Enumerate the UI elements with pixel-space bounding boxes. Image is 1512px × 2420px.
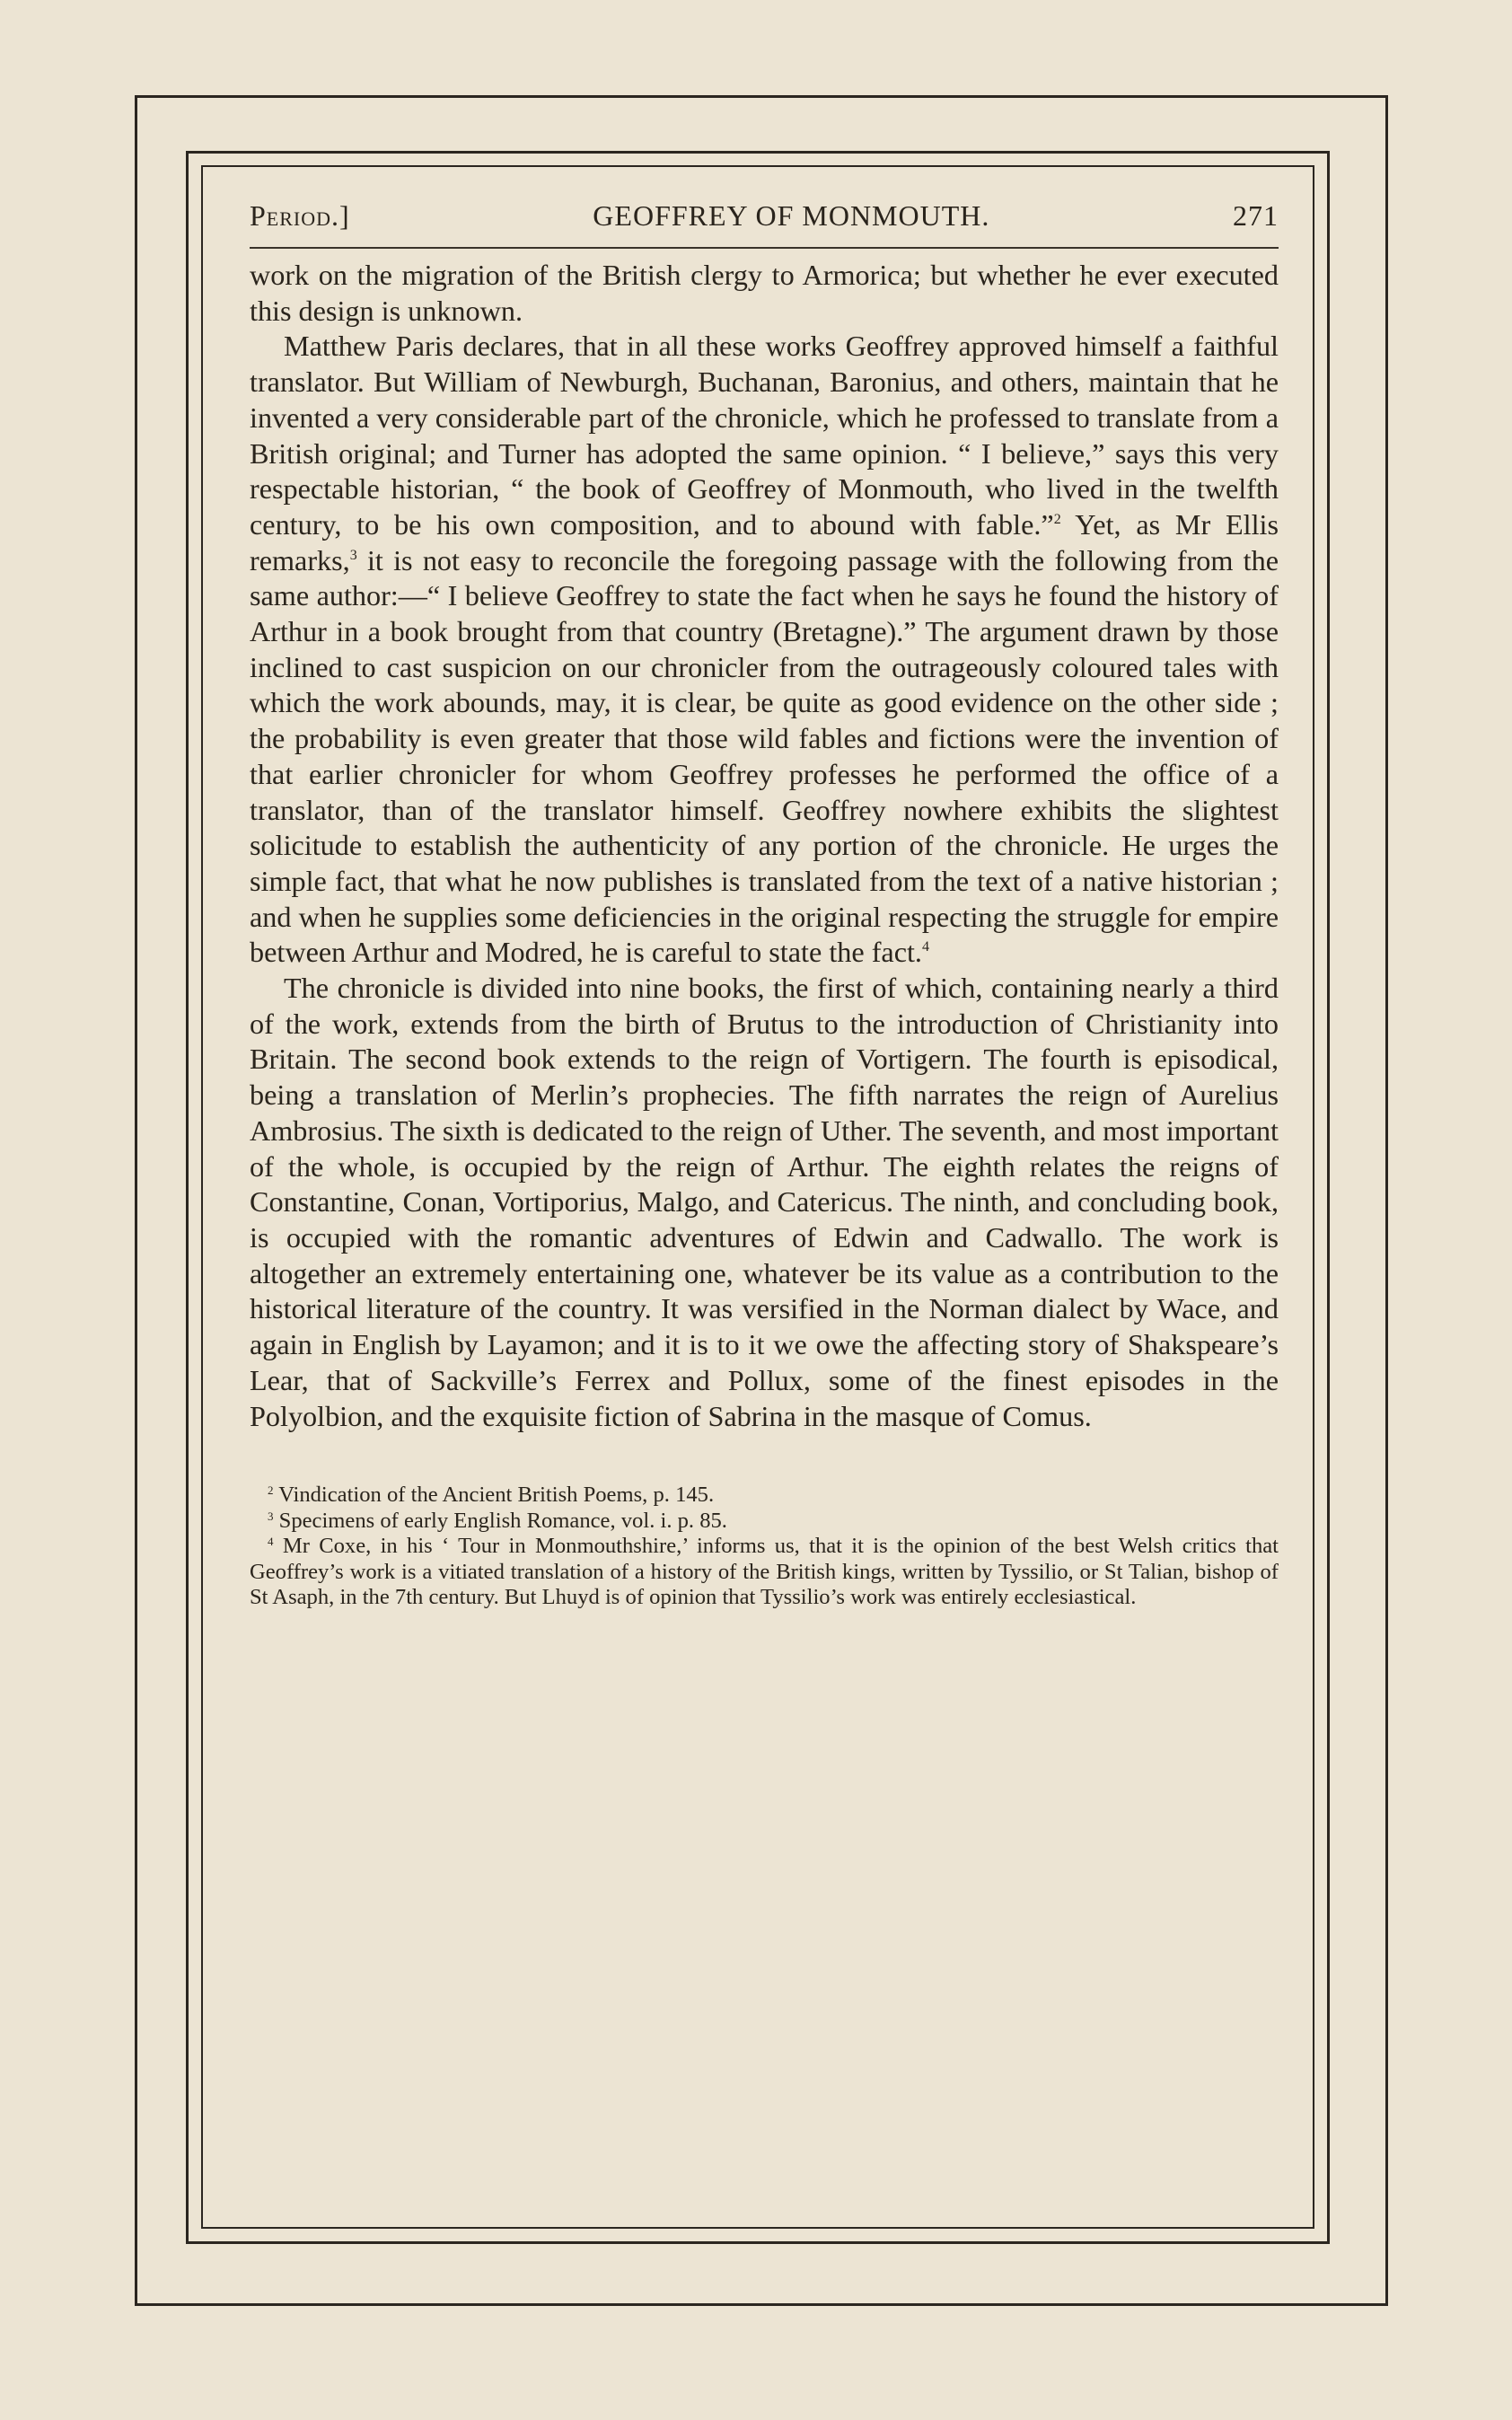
paragraph-2	[250, 329, 1279, 971]
paragraph-2-part-a: Matthew Paris declares, that in all these works Geoffrey approved himself a faithful translator. But William of Newburgh, Buchanan, Baronius, and others, maintain that he invented a very considerable part of the chronicle, which he professed to translate from a British original; and Turner has adopted the same opinion. “ I believe,” says this very respectable historian, “ the book of Geoffrey of Monmouth, who lived in the twelfth century, to be his own composition, and to abound with fable.”	[250, 330, 1279, 541]
footnote-text: Vindication of the Ancient British Poems, p. 145.	[278, 1483, 715, 1508]
paragraph-2-part-c: it is not easy to reconcile the foregoing passage with the following from the same author:—“ I believe Geoffrey to state the fact when he says he found the history of Arthur in a book brought from that country (Bretagne).” The argument drawn by those inclined to cast suspicion on our chronicler from the outrageously coloured tales with which the work abounds, may, it is clear, be quite as good evidence on the other side ; the probability is even greater that those wild fables and fictions were the invention of that earlier chronicler for whom Geoffrey professes he performed the office of a translator, than of the translator himself. Geoffrey nowhere exhibits the slightest solicitude to establish the authenticity of any portion of the chronicle. He urges the simple fact, that what he now publishes is translated from the text of a native historian ; and when he supplies some deficiencies in the original respecting the struggle for empire between Arthur and Modred, he is careful to state the fact.	[250, 543, 1279, 969]
footnote-text: Mr Coxe, in his ‘ Tour in Monmouthshire,’ informs us, that it is the opinion of the best Welsh critics that Geoffrey’s work is a vitiated translation of a history of the British kings, written by Tyssilio, or St Talian, bishop of St Asaph, in the 7th century. But Lhuyd is of opinion that Tyssilio’s work was entirely ecclesiastical.	[250, 1534, 1279, 1610]
running-header	[250, 199, 1279, 249]
footnote-3	[250, 1509, 1279, 1535]
footnote-mark: 4	[268, 1535, 274, 1549]
header-title: GEOFFREY OF MONMOUTH.	[593, 199, 990, 232]
page-number: 271	[1233, 199, 1279, 232]
footnote-ref-4: 4	[921, 939, 929, 955]
paragraph-1: work on the migration of the British clergy to Armorica; but whether he ever executed this design is unknown.	[250, 259, 1279, 327]
footnote-4	[250, 1534, 1279, 1611]
footnote-mark: 2	[268, 1483, 274, 1498]
footnotes	[250, 1483, 1279, 1611]
footnote-ref-2: 2	[1053, 511, 1061, 527]
footnote-mark: 3	[268, 1509, 274, 1523]
footnote-ref-3: 3	[349, 547, 357, 563]
page-content	[250, 199, 1279, 1611]
header-left: Period.]	[250, 199, 350, 232]
body-text	[250, 258, 1279, 1434]
footnote-2	[250, 1483, 1279, 1509]
footnote-text: Specimens of early English Romance, vol. i. p. 85.	[278, 1508, 727, 1533]
paragraph-3: The chronicle is divided into nine books, the first of which, containing nearly a third of the work, extends from the birth of Brutus to the introduction of Christianity into Britain. The second book extends to the reign of Vortigern. The fourth is episodical, being a translation of Merlin’s prophecies. The fifth narrates the reign of Aurelius Ambrosius. The sixth is dedicated to the reign of Uther. The seventh, and most important of the whole, is occupied by the reign of Arthur. The eighth relates the reigns of Constantine, Conan, Vortiporius, Malgo, and Catericus. The ninth, and concluding book, is occupied with the romantic adventures of Edwin and Cadwallo. The work is altogether an extremely entertaining one, whatever be its value as a contribution to the historical literature of the country. It was versified in the Norman dialect by Wace, and again in English by Layamon; and it is to it we owe the affecting story of Shakspeare’s Lear, that of Sackville’s Ferrex and Pollux, some of the finest episodes in the Polyolbion, and the exquisite fiction of Sabrina in the masque of Comus.	[250, 972, 1279, 1432]
paragraph-2-part-b: Yet, as Mr Ellis remarks,	[250, 507, 1279, 576]
